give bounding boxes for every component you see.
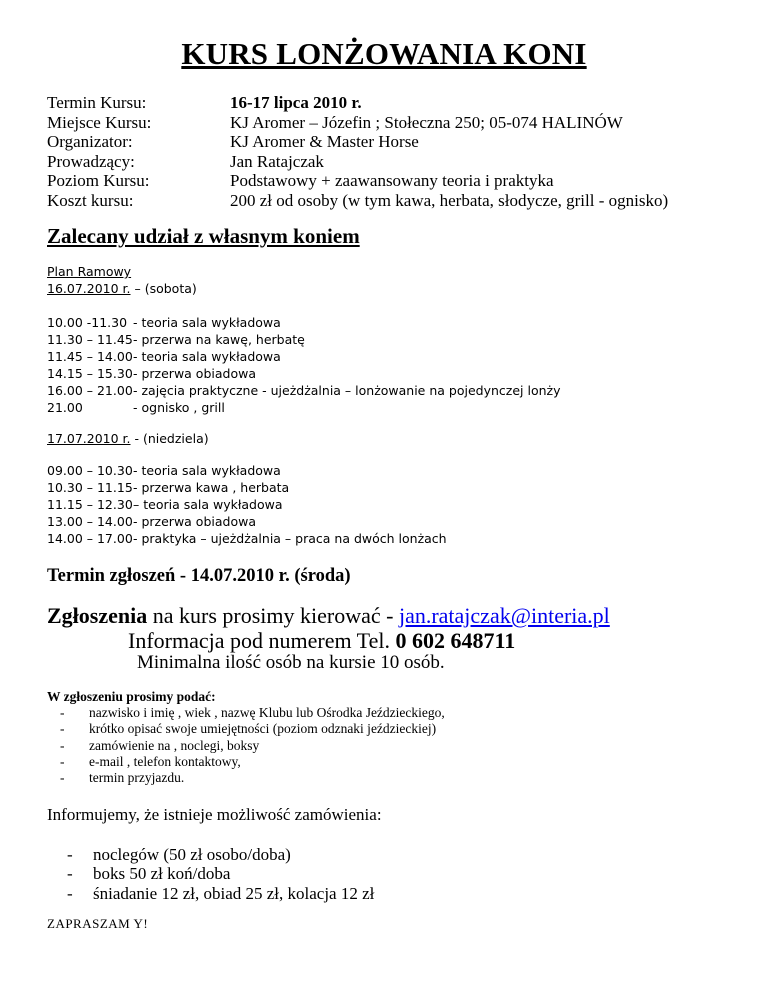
schedule-row: [47, 383, 560, 400]
email-link[interactable]: jan.ratajczak@interia.pl: [398, 603, 610, 628]
schedule-row: [47, 315, 560, 332]
info-label: Miejsce Kursu:: [47, 112, 152, 132]
schedule-time: 11.45 – 14.00: [47, 348, 133, 364]
info-row-instructor: [47, 152, 668, 172]
info-value: KJ Aromer – Józefin ; Stołeczna 250; 05-074 HALINÓW: [230, 112, 623, 132]
info-row-place: [47, 113, 668, 133]
plan-heading: [47, 263, 197, 297]
schedule-time: 14.00 – 17.00: [47, 530, 133, 546]
info-value: Podstawowy + zaawansowany teoria i praktyka: [230, 171, 554, 191]
list-item: - noclegów (50 zł osobo/doba): [67, 845, 291, 864]
day2-date: 17.07.2010 r.: [47, 431, 131, 446]
list-item: - e-mail , telefon kontaktowy,: [60, 753, 241, 769]
schedule-activity: - teoria sala wykładowa: [133, 348, 281, 364]
day1-weekday: – (sobota): [130, 281, 197, 296]
schedule-time: 16.00 – 21.00: [47, 382, 133, 398]
day2-weekday: - (niedziela): [130, 431, 209, 446]
schedule-activity: - przerwa obiadowa: [133, 513, 256, 529]
list-item: - śniadanie 12 zł, obiad 25 zł, kolacja 12 zł: [67, 883, 375, 903]
schedule-row: [47, 531, 447, 548]
requirements-title: W zgłoszeniu prosimy podać:: [47, 689, 216, 704]
ordering-intro: Informujemy, że istnieje możliwość zamówienia:: [47, 805, 382, 824]
list-item: - zamówienie na , noclegi, boksy: [60, 737, 260, 753]
list-item: - krótko opisać swoje umiejętności (poziom odznaki jeździeckiej): [60, 721, 437, 737]
schedule-time: 10.00 -11.30: [47, 315, 128, 330]
order-option: noclegów (50 zł osobo/doba): [93, 845, 291, 864]
schedule-row: [47, 332, 560, 349]
info-label: Koszt kursu:: [47, 190, 134, 210]
list-item: - boks 50 zł koń/doba: [67, 864, 231, 884]
info-row-level: [47, 171, 668, 191]
schedule-time: 11.15 – 12.30: [47, 496, 133, 512]
phone-number: 0 602 648711: [395, 628, 516, 653]
schedule-row: [47, 514, 447, 531]
schedule-row: [47, 497, 447, 514]
registration-lead: Zgłoszenia: [47, 603, 148, 628]
requirement-text: e-mail , telefon kontaktowy,: [89, 753, 241, 769]
info-label: Termin Kursu:: [47, 93, 147, 112]
day2-schedule: [47, 463, 447, 548]
schedule-activity: - teoria sala wykładowa: [133, 315, 281, 330]
order-option: śniadanie 12 zł, obiad 25 zł, kolacja 12 zł: [93, 883, 375, 903]
info-label: Prowadzący:: [47, 151, 135, 171]
requirement-text: termin przyjazdu.: [89, 770, 185, 786]
schedule-row: [47, 366, 560, 383]
registration-contact: [47, 603, 610, 629]
day1-heading: [47, 280, 197, 297]
schedule-activity: - zajęcia praktyczne - ujeżdżalnia – lonżowanie na pojedynczej lonży: [133, 382, 561, 398]
requirement-text: nazwisko i imię , wiek , nazwę Klubu lub Ośrodka Jeździeckiego,: [89, 705, 445, 721]
schedule-time: 11.30 – 11.45: [47, 331, 133, 347]
list-item: - nazwisko i imię , wiek , nazwę Klubu lub Ośrodka Jeździeckiego,: [60, 705, 445, 721]
schedule-time: 13.00 – 14.00: [47, 513, 133, 529]
closing-invitation: ZAPRASZAM Y!: [47, 916, 149, 931]
info-value: 16-17 lipca 2010 r.: [230, 93, 362, 112]
info-value: KJ Aromer & Master Horse: [230, 132, 419, 152]
schedule-row: [47, 400, 560, 417]
minimum-participants: Minimalna ilość osób na kursie 10 osób.: [137, 652, 445, 673]
schedule-activity: - przerwa na kawę, herbatę: [133, 331, 305, 347]
schedule-activity: - praktyka – ujeżdżalnia – praca na dwóch lonżach: [133, 530, 447, 546]
document-title: KURS LONŻOWANIA KONI: [181, 36, 587, 71]
registration-text: na kurs prosimy kierować -: [147, 603, 399, 628]
schedule-time: 09.00 – 10.30: [47, 463, 133, 478]
phone-info: [128, 628, 515, 654]
schedule-row: [47, 480, 447, 497]
schedule-time: 10.30 – 11.15: [47, 479, 133, 495]
info-row-organizer: [47, 132, 668, 152]
info-label: Organizator:: [47, 132, 133, 152]
requirements-section: [47, 689, 445, 786]
order-option: boks 50 zł koń/doba: [93, 864, 231, 884]
schedule-time: 21.00: [47, 399, 83, 415]
schedule-activity: - teoria sala wykładowa: [133, 463, 281, 478]
list-item: - termin przyjazdu.: [60, 770, 185, 786]
recommendation-heading: Zalecany udział z własnym koniem: [47, 224, 360, 248]
schedule-time: 14.15 – 15.30: [47, 365, 133, 381]
day1-schedule: [47, 315, 560, 416]
phone-label: Informacja pod numerem Tel.: [128, 628, 396, 653]
ordering-options: [47, 845, 374, 903]
info-row-cost: [47, 191, 668, 211]
info-value: 200 zł od osoby (w tym kawa, herbata, słodycze, grill - ognisko): [230, 190, 669, 210]
schedule-row: [47, 463, 447, 480]
course-info: [47, 93, 668, 211]
info-value: Jan Ratajczak: [230, 151, 324, 171]
day2-heading: [47, 430, 209, 447]
plan-label: Plan Ramowy: [47, 264, 132, 279]
info-row-term: [47, 93, 668, 113]
schedule-activity: - przerwa obiadowa: [133, 365, 256, 381]
requirement-text: krótko opisać swoje umiejętności (poziom odznaki jeździeckiej): [89, 721, 437, 737]
schedule-activity: - przerwa kawa , herbata: [133, 479, 290, 495]
info-label: Poziom Kursu:: [47, 171, 150, 191]
schedule-activity: – teoria sala wykładowa: [133, 496, 283, 512]
requirement-text: zamówienie na , noclegi, boksy: [89, 737, 260, 753]
schedule-row: [47, 349, 560, 366]
day1-date: 16.07.2010 r.: [47, 281, 131, 296]
schedule-activity: - ognisko , grill: [133, 399, 225, 415]
registration-deadline: Termin zgłoszeń - 14.07.2010 r. (środa): [47, 566, 351, 586]
